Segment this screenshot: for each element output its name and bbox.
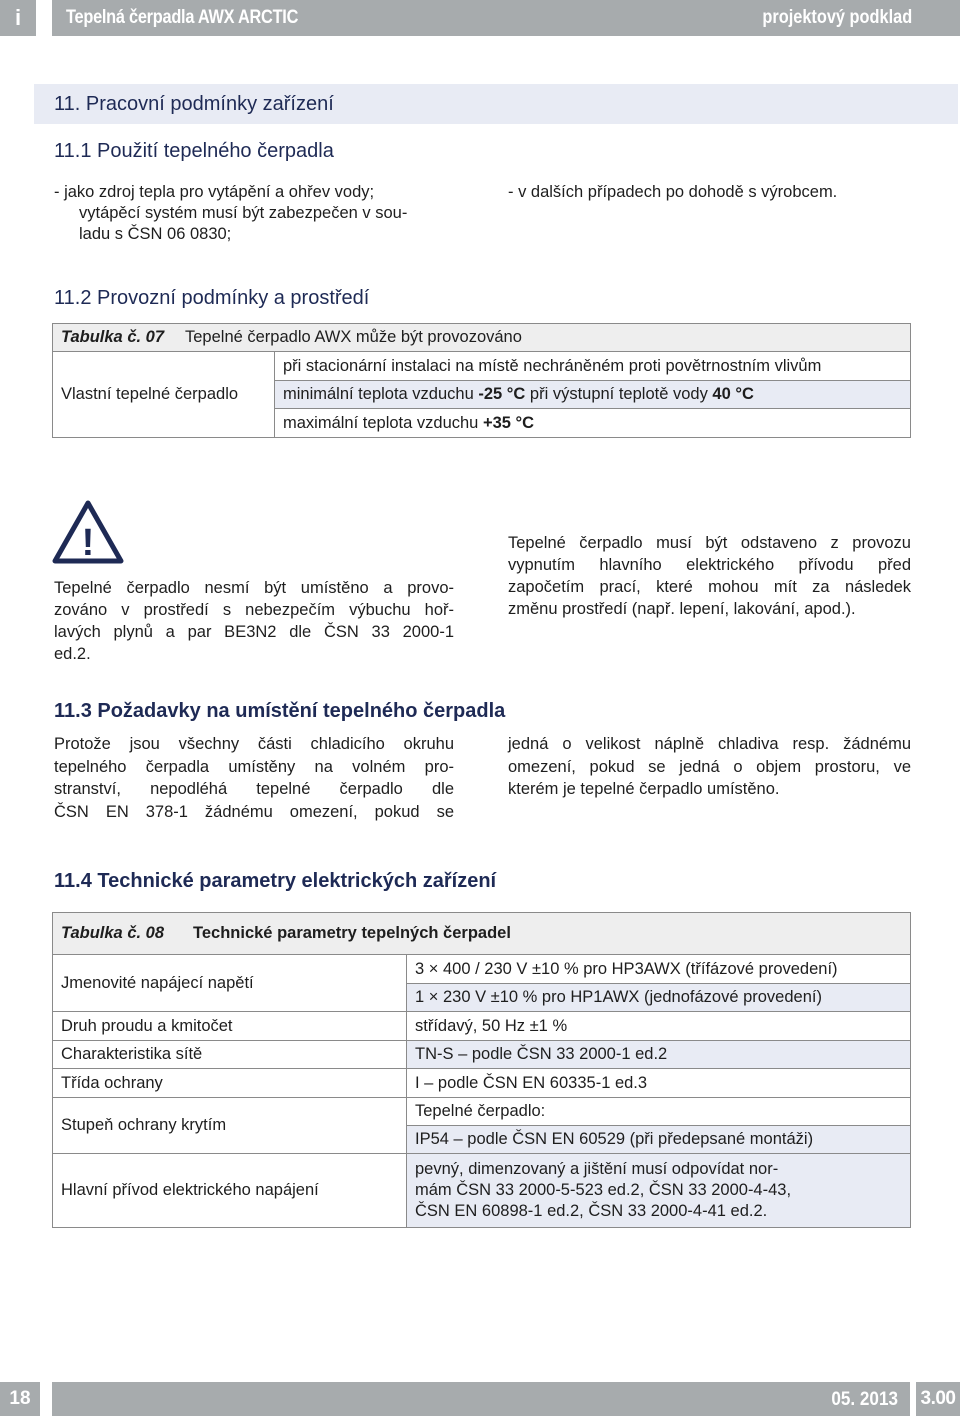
cell-value-bold: -25 °C xyxy=(478,385,526,403)
text-line: vytápěcí systém musí být zabezpečen v sou- xyxy=(79,204,408,222)
text-line: Protože jsou všechny části chladicího okruhu xyxy=(54,735,454,753)
row-label: Charakteristika sítě xyxy=(53,1041,407,1069)
table-row xyxy=(53,1069,911,1098)
text-line: Tepelné čerpadlo musí být odstaveno z provozu xyxy=(508,534,911,552)
text-line: mám ČSN 33 2000-5-523 ed.2, ČSN 33 2000-4-43, xyxy=(415,1181,792,1199)
row-label: Vlastní tepelné čerpadlo xyxy=(53,352,275,438)
header-doc-type: projektový podklad xyxy=(762,7,912,28)
table-08 xyxy=(52,912,911,1228)
placement-left-text xyxy=(54,733,454,823)
warning-triangle-icon xyxy=(52,500,124,564)
footer-bar xyxy=(52,1382,910,1416)
row-label: Druh proudu a kmitočet xyxy=(53,1012,407,1041)
row-label: Jmenovité napájecí napětí xyxy=(53,955,407,1012)
text-line: ladu s ČSN 06 0830; xyxy=(79,225,232,243)
cell-text: maximální teplota vzduchu xyxy=(283,413,483,432)
row-label: Hlavní přívod elektrického napájení xyxy=(53,1154,407,1228)
cell-value: při stacionární instalaci na místě nechráněném proti povětrnostním vlivům xyxy=(275,352,911,381)
cell-text: při výstupní teplotě vody xyxy=(525,385,713,403)
cell-value: 1 × 230 V ±10 % pro HP1AWX (jednofázové provedení) xyxy=(407,984,911,1012)
row-label: Stupeň ochrany krytím xyxy=(53,1098,407,1154)
section-11-title: 11. Pracovní podmínky zařízení xyxy=(54,93,334,115)
cell-value: IP54 – podle ČSN EN 60529 (při předepsané montáži) xyxy=(407,1126,911,1154)
page-footer xyxy=(0,1382,960,1416)
text-line: ČSN EN 378-1 žádnému omezení, pokud se xyxy=(54,802,454,821)
table-row xyxy=(53,1154,911,1228)
text-line: změnu prostředí (např. lepení, lakování, apod.). xyxy=(508,600,856,618)
table-row xyxy=(53,1041,911,1069)
header-title: Tepelná čerpadla AWX ARCTIC xyxy=(66,7,299,28)
usage-right-text: - v dalších případech po dohodě s výrobcem. xyxy=(508,183,838,201)
page-header xyxy=(0,0,960,36)
text-line: kterém je tepelné čerpadlo umístěno. xyxy=(508,780,780,798)
usage-left-text xyxy=(54,182,474,245)
table-row xyxy=(53,955,911,984)
text-line: ČSN EN 60898-1 ed.2, ČSN 33 2000-4-41 ed.2. xyxy=(415,1202,768,1220)
svg-text:!: ! xyxy=(81,522,95,564)
text-line: ed.2. xyxy=(54,645,91,663)
cell-value: střídavý, 50 Hz ±1 % xyxy=(407,1012,911,1041)
section-11-4-title: 11.4 Technické parametry elektrických zařízení xyxy=(54,870,497,892)
cell-value: Tepelné čerpadlo: xyxy=(407,1098,911,1126)
cell-value: TN-S – podle ČSN 33 2000-1 ed.2 xyxy=(407,1041,911,1069)
cell-value-bold: +35 °C xyxy=(482,413,535,432)
table-label: Tabulka č. 07 xyxy=(61,328,165,346)
warning-right-text xyxy=(508,532,911,620)
cell-value xyxy=(407,1154,911,1228)
text-line: započetím prací, které mohou mít za následek xyxy=(508,578,911,596)
warning-left-text xyxy=(54,577,454,665)
text-line: vypnutím hlavního elektrického přívodu před xyxy=(508,556,911,574)
table-row xyxy=(53,352,911,381)
text-line: Tepelné čerpadlo nesmí být umístěno a provo- xyxy=(54,579,454,597)
page-number: 18 xyxy=(0,1382,40,1416)
table-label: Tabulka č. 08 xyxy=(61,924,165,942)
cell-value: I – podle ČSN EN 60335-1 ed.3 xyxy=(407,1069,911,1098)
cell-value: 3 × 400 / 230 V ±10 % pro HP3AWX (třífázové provedení) xyxy=(407,955,911,984)
section-11-2-title: 11.2 Provozní podmínky a prostředí xyxy=(54,287,370,309)
table-heading: Tepelné čerpadlo AWX může být provozováno xyxy=(185,328,522,346)
text-line: zováno v prostředí s nebezpečím výbuchu hoř- xyxy=(54,601,454,619)
text-line: pevný, dimenzovaný a jištění musí odpovídat nor- xyxy=(415,1160,779,1178)
table-header-row xyxy=(53,913,911,955)
footer-version: 3.00 xyxy=(916,1382,960,1416)
cell-value-bold: 40 °C xyxy=(712,385,754,403)
text-line: omezení, pokud se jedná o objem prostoru, ve xyxy=(508,757,911,776)
table-07 xyxy=(52,323,911,438)
text-line: tepelného čerpadla umístěny na volném pro- xyxy=(54,757,454,776)
cell-text: minimální teplota vzduchu xyxy=(283,385,479,403)
text-line: - jako zdroj tepla pro vytápění a ohřev vody; xyxy=(54,183,375,201)
table-heading: Technické parametry tepelných čerpadel xyxy=(193,924,511,942)
info-icon: i xyxy=(0,0,36,36)
placement-right-text xyxy=(508,733,911,801)
section-11-3-title: 11.3 Požadavky na umístění tepelného čerpadla xyxy=(54,700,506,722)
section-11-1-title: 11.1 Použití tepelného čerpadla xyxy=(54,140,334,162)
table-row xyxy=(53,1098,911,1126)
text-line: jedná o velikost náplně chladiva resp. žádnému xyxy=(508,735,911,753)
row-label: Třída ochrany xyxy=(53,1069,407,1098)
text-line: lavých plynů a par BE3N2 dle ČSN 33 2000-1 xyxy=(54,623,454,641)
table-row xyxy=(53,1012,911,1041)
text-line: stranství, nepodléhá tepelné čerpadlo dle xyxy=(54,780,454,798)
table-header-row xyxy=(53,324,911,352)
footer-date: 05. 2013 xyxy=(831,1389,898,1410)
